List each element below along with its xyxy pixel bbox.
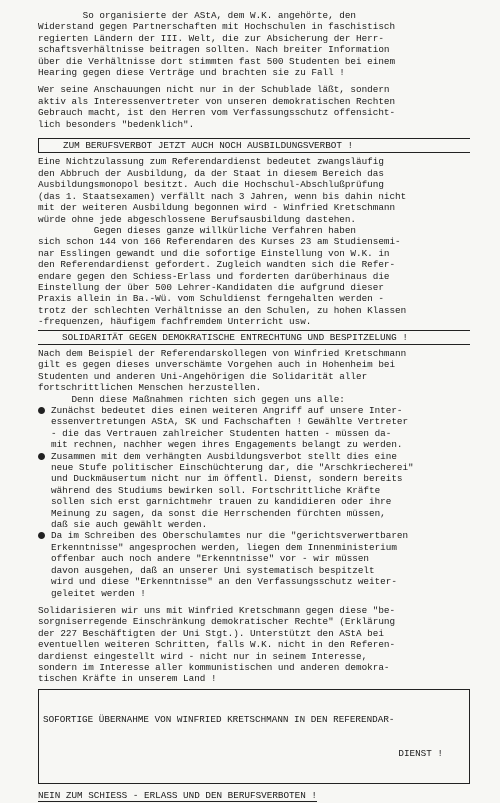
text-line: Da im Schreiben des Oberschulamtes nur die "gerichtsverwertbaren bbox=[51, 530, 409, 542]
text-line: würde ohne jede abgeschlossene Berufsausbildung dastehen. bbox=[38, 213, 357, 225]
text-line: Erkenntnisse" angesprochen werden, liegen dem Innenministerium bbox=[51, 541, 397, 553]
text-line: Meinung zu sagen, da sonst die Herrschenden fürchten müssen, bbox=[51, 507, 386, 519]
bullet-icon bbox=[38, 407, 45, 414]
text-line: Zusammen mit dem verhängten Ausbildungsverbot stellt dies eine bbox=[51, 450, 397, 462]
text-line: Gebrauch macht, ist den Herren vom Verfassungsschutz offensicht- bbox=[38, 107, 396, 119]
text-line: mit der weiteren Ausbildung begonnen wird - Winfried Kretschmann bbox=[38, 202, 396, 214]
text-line: gilt es gegen dieses unverschämte Vorgehen auch in Hohenheim bei bbox=[38, 359, 396, 371]
text-line: und Duckmäusertum nicht nur im öffentl. Dienst, sondern bereits bbox=[51, 473, 403, 485]
bullet-icon bbox=[38, 532, 45, 539]
text-line: Hearing gegen diese Verträge und brachten sie zu Fall ! bbox=[38, 67, 345, 79]
text-line: offenbar auch noch andere "Erkenntnisse" vor - wir müssen bbox=[51, 553, 370, 565]
text-line: nar Esslingen gewandt und die sofortige Einstellung von W.K. in bbox=[38, 247, 390, 259]
bullet-icon bbox=[38, 453, 45, 460]
text-line: aktiv als Interessenvertreter von unseren demokratischen Rechten bbox=[38, 95, 396, 107]
text-line: der 227 Beschäftigten der Uni Stgt.). Unterstützt den AStA bei bbox=[38, 627, 384, 639]
text-line: sorgniserregende Einschränkung demokratischer Rechte" (Erklärung bbox=[38, 616, 396, 628]
demand-uebernahme bbox=[38, 689, 470, 784]
text-line: während des Studiums bewirken soll. Fortschrittliche Kräfte bbox=[51, 484, 381, 496]
text-line: den Abbruch der Ausbildung, da der Staat in diesem Bereich das bbox=[38, 167, 384, 179]
intro-paragraph bbox=[38, 10, 470, 78]
text-line: Solidarisieren wir uns mit Winfried Kretschmann gegen diese "be- bbox=[38, 604, 396, 616]
section-heading-solidaritaet: SOLIDARITÄT GEGEN DEMOKRATISCHE ENTRECHTUNG UND BESPITZELUNG ! bbox=[38, 330, 470, 345]
text-line: Studenten und anderen Uni-Angehörigen die Solidarität aller bbox=[38, 370, 368, 382]
text-line: Zunächst bedeutet dies einen weiteren Angriff auf unsere Inter- bbox=[51, 405, 403, 416]
paragraph-solidarisieren bbox=[38, 605, 470, 685]
text-line: über die Verhältnisse dort stimmten fast 500 Studenten bei einem bbox=[38, 55, 396, 67]
paragraph-nichtzulassung bbox=[38, 156, 470, 327]
text-line: essenvertretungen AStA, SK und Fachschaften ! Gewählte Vertreter bbox=[51, 416, 409, 428]
text-line: sollen sich erst garnichtmehr trauen zu kandidieren oder ihre bbox=[51, 496, 392, 508]
text-line: - die das Vertrauen zahlreicher Studenten hatten - müssen da- bbox=[51, 427, 392, 439]
demand-schiess-erlass: NEIN ZUM SCHIESS - ERLASS UND DEN BERUFSVERBOTEN ! bbox=[38, 790, 317, 801]
text-line: Praxis allein in Ba.-Wü. vom Schuldienst ferngehalten werden - bbox=[38, 293, 384, 305]
text-line: Nach dem Beispiel der Referendarskollegen von Winfried Kretschmann bbox=[38, 347, 407, 359]
text-line: -frequenzen, häufigem fachfremdem Unterricht usw. bbox=[38, 316, 312, 328]
text-line: regierten Ländern der III. Welt, die zur Absicherung der Herr- bbox=[38, 32, 384, 44]
text-line: Eine Nichtzulassung zum Referendardienst bedeutet zwangsläufig bbox=[38, 156, 384, 168]
demand-line: DIENST ! bbox=[398, 747, 443, 759]
text-line: fortschrittlichen Menschen herzustellen. bbox=[38, 382, 262, 394]
section-heading-ausbildungsverbot: ZUM BERUFSVERBOT JETZT AUCH NOCH AUSBILDUNGSVERBOT ! bbox=[38, 138, 470, 153]
text-line: trotz der schlechten Verhältnisse an den Schulen, zu hohen Klassen bbox=[38, 304, 407, 316]
bullet-list bbox=[38, 405, 470, 599]
text-line: geleitet werden ! bbox=[51, 587, 146, 599]
list-item bbox=[38, 530, 470, 598]
text-line: Einstellung der über 500 Lehrer-Kandidaten die aufgrund dieser bbox=[38, 281, 384, 293]
demand-line: SOFORTIGE ÜBERNAHME VON WINFRIED KRETSCHMANN IN DEN REFERENDAR- bbox=[43, 713, 395, 725]
text-line: wird und diese "Erkenntnisse" an den Verfassungsschutz weiter- bbox=[51, 576, 397, 588]
text-line: neue Stufe politischer Einschüchterung dar, die "Arschkriecherei" bbox=[51, 462, 414, 474]
text-line: sondern im Interesse aller kommunistischen und anderen demokra- bbox=[38, 661, 390, 673]
text-line: Wer seine Anschauungen nicht nur in der Schublade läßt, sondern bbox=[38, 84, 390, 96]
text-line: sich schon 144 von 166 Referendaren des Kurses 23 am Studiensemi- bbox=[38, 236, 401, 248]
text-line: Denn diese Maßnahmen richten sich gegen uns alle: bbox=[38, 393, 345, 405]
text-line: So organisierte der AStA, dem W.K. angehörte, den bbox=[38, 10, 357, 21]
text-line: den Referendardienst gefordert. Zugleich wandten sich die Refer- bbox=[38, 259, 396, 271]
list-item bbox=[38, 405, 470, 451]
paragraph-anschauungen bbox=[38, 84, 470, 130]
list-item bbox=[38, 451, 470, 531]
text-line: (das 1. Staatsexamen) verfällt nach 3 Jahren, wenn bis dahin nicht bbox=[38, 190, 407, 202]
text-line: daß sie auch gewählt werden. bbox=[51, 519, 208, 531]
text-line: dardienst eingestellt wird - nicht nur in seinem Interesse, bbox=[38, 650, 368, 662]
text-line: Gegen dieses ganze willkürliche Verfahren haben bbox=[38, 224, 357, 236]
text-line: davon ausgehen, daß an unserer Uni systematisch bespitzelt bbox=[51, 564, 375, 576]
text-line: eventuellen weiteren Schritten, falls W.K. nicht in den Referen- bbox=[38, 639, 396, 651]
text-line: endare gegen den Schiess-Erlass und forderten darüberhinaus die bbox=[38, 270, 390, 282]
text-line: schaftsverhältnisse beitragen sollten. Nach breiter Information bbox=[38, 44, 390, 56]
text-line: Widerstand gegen Partnerschaften mit Hochschulen in faschistisch bbox=[38, 21, 396, 33]
text-line: mit rechnen, nachher wegen ihres Engagements belangt zu werden. bbox=[51, 439, 403, 451]
text-line: lich besonders "bedenklich". bbox=[38, 118, 195, 130]
text-line: tischen Kräfte in unserem Land ! bbox=[38, 673, 217, 685]
text-line: Ausbildungsmonopol besitzt. Auch die Hochschul-Abschlußprüfung bbox=[38, 179, 384, 191]
paragraph-beispiel bbox=[38, 348, 470, 405]
